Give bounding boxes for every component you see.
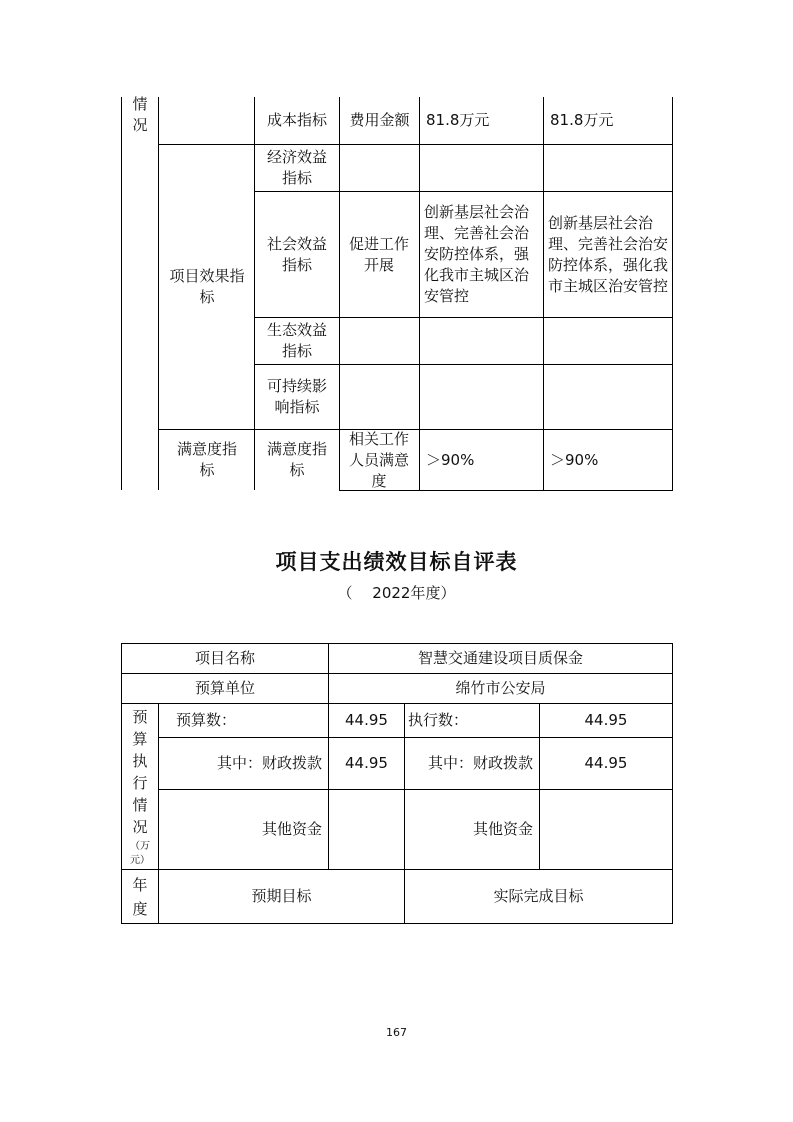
ecological-sub-indicator: 生态效益指标	[266, 321, 327, 360]
cost-indicator: 费用金额	[349, 111, 410, 129]
project-name-label: 项目名称	[194, 649, 255, 667]
executed-amount-value: 44.95	[584, 711, 628, 729]
budget-unit-value: 绵竹市公安局	[455, 679, 546, 697]
cost-sub-indicator: 成本指标	[266, 111, 327, 129]
budget-amount-label: 预算数：	[176, 711, 237, 729]
page-number: 167	[386, 1026, 407, 1039]
budget-amount-value: 44.95	[345, 711, 388, 729]
budget-execution-label: 预算执行情况 （万元）	[130, 708, 150, 866]
actual-goal-header: 实际完成目标	[493, 887, 584, 905]
satisfaction-sub-indicator: 满意度指标	[266, 440, 327, 479]
fiscal-allocation-value-budget: 44.95	[345, 754, 388, 772]
section-label-qingkuang: 情况	[132, 95, 148, 134]
other-funds-label-executed: 其他资金	[472, 820, 533, 838]
annual-label: 年度	[132, 875, 148, 918]
budget-unit-label: 预算单位	[194, 679, 255, 697]
cost-actual-value: 81.8万元	[550, 111, 614, 129]
fiscal-allocation-label-budget: 其中：财政拨款	[216, 754, 322, 772]
fiscal-allocation-label-executed: 其中：财政拨款	[427, 754, 533, 772]
economic-sub-indicator: 经济效益指标	[266, 148, 327, 187]
sustainable-sub-indicator: 可持续影响指标	[266, 377, 327, 416]
fiscal-year: （ 2022年度）	[337, 584, 456, 602]
cost-planned-value: 81.8万元	[426, 111, 490, 129]
other-funds-label-budget: 其他资金	[261, 820, 322, 838]
social-planned-value: 创新基层社会治理、完善社会治安防控体系，强化我市主城区治安管控	[424, 203, 530, 305]
social-actual-value: 创新基层社会治理、完善社会治安防控体系，强化我市主城区治安管控	[548, 213, 669, 295]
planned-goal-header: 预期目标	[251, 887, 312, 905]
document-title: 项目支出绩效目标自评表	[275, 550, 518, 574]
project-name-value: 智慧交通建设项目质保金	[417, 649, 583, 667]
satisfaction-actual-value: ＞90%	[550, 450, 599, 469]
satisfaction-indicator: 相关工作人员满意度	[348, 429, 409, 490]
social-sub-indicator: 社会效益指标	[266, 234, 327, 274]
executed-amount-label: 执行数：	[408, 711, 469, 729]
satisfaction-group-label: 满意度指标	[176, 440, 237, 479]
effect-group-label: 项目效果指标	[169, 267, 245, 306]
satisfaction-planned-value: ＞90%	[426, 450, 475, 469]
fiscal-allocation-value-executed: 44.95	[584, 754, 628, 772]
social-indicator: 促进工作开展	[348, 234, 409, 274]
